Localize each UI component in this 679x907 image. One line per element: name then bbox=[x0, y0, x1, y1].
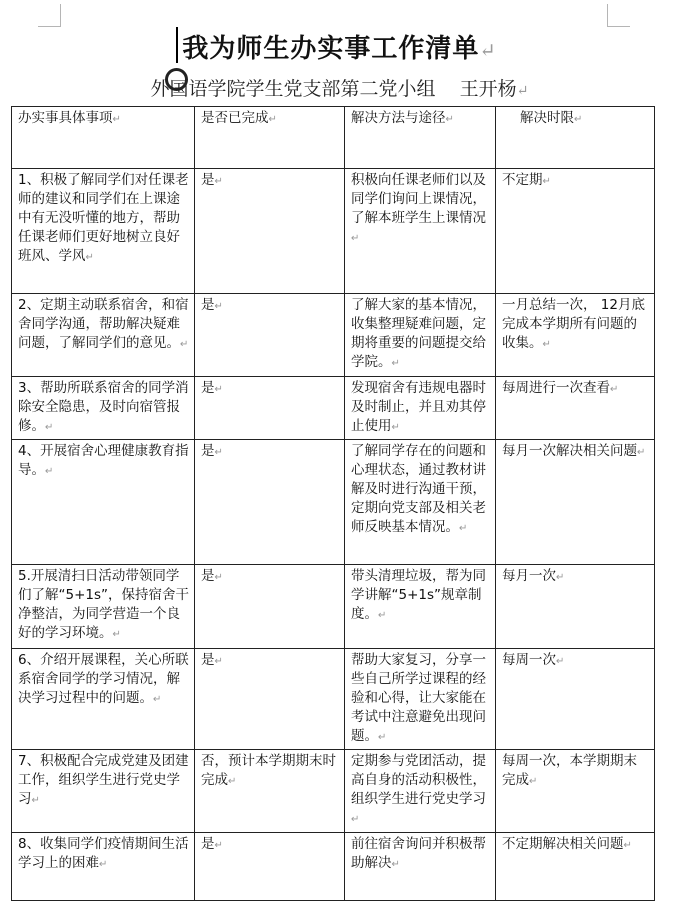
table-cell-done[interactable]: 否，预计本学期期末时完成↵ bbox=[195, 750, 345, 833]
table-cell-item[interactable]: 8、收集同学们疫情期间生活学习上的困难↵ bbox=[12, 833, 195, 901]
table-cell-deadline[interactable]: 一月总结一次， 12月底完成本学期所有问题的收集。↵ bbox=[496, 294, 655, 377]
table-cell-done[interactable]: 是↵ bbox=[195, 440, 345, 565]
table-cell-method[interactable]: 发现宿舍有违规电器时及时制止，并且劝其停止使用↵ bbox=[345, 377, 496, 440]
table-row bbox=[12, 565, 655, 649]
table-row bbox=[12, 377, 655, 440]
document-title: 我为师生办实事工作清单↵ bbox=[182, 34, 497, 64]
table-cell-deadline[interactable]: 不定期↵ bbox=[496, 169, 655, 294]
header-cell-item[interactable]: 办实事具体事项↵ bbox=[12, 107, 195, 169]
table-cell-method[interactable]: 积极向任课老师们以及同学们询问上课情况，了解本班学生上课情况↵ bbox=[345, 169, 496, 294]
table-cell-done[interactable]: 是↵ bbox=[195, 377, 345, 440]
table-cell-item[interactable]: 1、积极了解同学们对任课老师的建议和同学们在上课途中有无没听懂的地方，帮助任课老师们更好地树立良好班风、学风↵ bbox=[12, 169, 195, 294]
table-cell-done[interactable]: 是↵ bbox=[195, 833, 345, 901]
table-cell-item[interactable]: 7、积极配合完成党建及团建工作，组织学生进行党史学习↵ bbox=[12, 750, 195, 833]
document-subtitle: 外国语学院学生党支部第二党小组 王开杨↵ bbox=[150, 78, 529, 100]
header-cell-done[interactable]: 是否已完成↵ bbox=[195, 107, 345, 169]
table-cell-item[interactable]: 5.开展清扫日活动带领同学们了解“5+1s”，保持宿舍干净整洁，为同学营造一个良好的学习环境。↵ bbox=[12, 565, 195, 649]
table-cell-done[interactable]: 是↵ bbox=[195, 169, 345, 294]
table-row bbox=[12, 169, 655, 294]
table-cell-done[interactable]: 是↵ bbox=[195, 649, 345, 750]
table-cell-deadline[interactable]: 每周一次↵ bbox=[496, 649, 655, 750]
table-cell-method[interactable]: 了解大家的基本情况，收集整理疑难问题，定期将重要的问题提交给学院。↵ bbox=[345, 294, 496, 377]
table-cell-method[interactable]: 定期参与党团活动，提高自身的活动积极性，组织学生进行党史学习↵ bbox=[345, 750, 496, 833]
work-list-table bbox=[11, 106, 655, 901]
table-cell-done[interactable]: 是↵ bbox=[195, 565, 345, 649]
table-cell-method[interactable]: 了解同学存在的问题和心理状态，通过教材讲解及时进行沟通干预，定期向党支部及相关老师反映基本情况。↵ bbox=[345, 440, 496, 565]
header-cell-method[interactable]: 解决方法与途径↵ bbox=[345, 107, 496, 169]
table-cell-deadline[interactable]: 每周进行一次查看↵ bbox=[496, 377, 655, 440]
table-cell-deadline[interactable]: 每月一次↵ bbox=[496, 565, 655, 649]
page-corner-mark-right bbox=[607, 4, 630, 27]
header-cell-deadline[interactable]: 解决时限↵ bbox=[496, 107, 655, 169]
table-cell-item[interactable]: 2、定期主动联系宿舍，和宿舍同学沟通，帮助解决疑难问题，了解同学们的意见。↵ bbox=[12, 294, 195, 377]
table-cell-done[interactable]: 是↵ bbox=[195, 294, 345, 377]
table-cell-item[interactable]: 4、开展宿舍心理健康教育指导。↵ bbox=[12, 440, 195, 565]
table-row bbox=[12, 833, 655, 901]
table-cell-deadline[interactable]: 每周一次，本学期期末完成↵ bbox=[496, 750, 655, 833]
table-cell-method[interactable]: 帮助大家复习，分享一些自己所学过课程的经验和心得，让大家能在考试中注意避免出现问题。↵ bbox=[345, 649, 496, 750]
table-cell-method[interactable]: 前往宿舍询问并积极帮助解决↵ bbox=[345, 833, 496, 901]
table-row bbox=[12, 649, 655, 750]
table-cell-item[interactable]: 6、介绍开展课程，关心所联系宿舍同学的学习情况，解决学习过程中的问题。↵ bbox=[12, 649, 195, 750]
page-corner-mark-left bbox=[38, 4, 61, 27]
text-cursor bbox=[176, 27, 178, 63]
table-row bbox=[12, 440, 655, 565]
table-header-row bbox=[12, 107, 655, 169]
table-row bbox=[12, 294, 655, 377]
table-row bbox=[12, 750, 655, 833]
table-cell-method[interactable]: 带头清理垃圾，帮为同学讲解“5+1s”规章制度。↵ bbox=[345, 565, 496, 649]
table-cell-deadline[interactable]: 每月一次解决相关问题↵ bbox=[496, 440, 655, 565]
table-cell-item[interactable]: 3、帮助所联系宿舍的同学消除安全隐患，及时向宿管报修。↵ bbox=[12, 377, 195, 440]
table-cell-deadline[interactable]: 不定期解决相关问题↵ bbox=[496, 833, 655, 901]
